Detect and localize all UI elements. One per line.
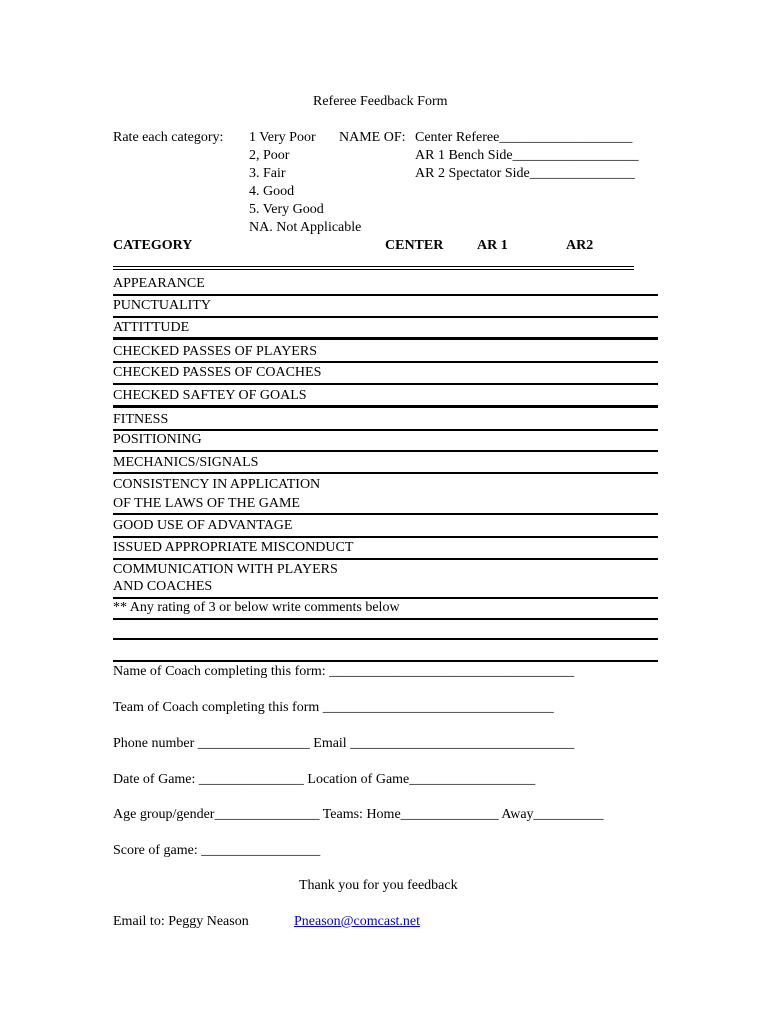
category-label: CHECKED PASSES OF PLAYERS xyxy=(113,344,317,359)
column-header-ar2: AR2 xyxy=(566,238,594,253)
category-label: GOOD USE OF ADVANTAGE xyxy=(113,518,293,533)
row-divider xyxy=(113,294,658,296)
row-divider xyxy=(113,429,658,431)
header-divider xyxy=(113,266,634,267)
category-label: CHECKED PASSES OF COACHES xyxy=(113,365,322,380)
date-location-field[interactable]: Date of Game: _______________ Location of Game__________________ xyxy=(113,772,536,787)
column-header-ar1: AR 1 xyxy=(477,238,508,253)
column-header-center: CENTER xyxy=(385,238,444,253)
row-divider xyxy=(113,361,658,363)
category-label: ISSUED APPROPRIATE MISCONDUCT xyxy=(113,540,354,555)
row-divider xyxy=(113,472,658,474)
comment-line xyxy=(113,638,658,640)
row-divider xyxy=(113,383,658,385)
rating-label: Rate each category: xyxy=(113,130,224,145)
category-label: APPEARANCE xyxy=(113,276,205,291)
comment-line xyxy=(113,660,658,662)
row-divider xyxy=(113,513,658,515)
page-title: Referee Feedback Form xyxy=(313,94,448,109)
row-divider xyxy=(113,536,658,538)
coach-team-field[interactable]: Team of Coach completing this form _________________________________ xyxy=(113,700,554,715)
ar1-bench-side-field[interactable]: AR 1 Bench Side__________________ xyxy=(415,148,639,163)
rating-option: 4. Good xyxy=(249,184,295,199)
category-label: POSITIONING xyxy=(113,432,202,447)
email-to-label: Email to: Peggy Neason xyxy=(113,914,249,929)
row-divider xyxy=(113,558,658,560)
email-link[interactable]: Pneason@comcast.net xyxy=(294,914,421,929)
column-header-category: CATEGORY xyxy=(113,238,193,253)
category-label: FITNESS xyxy=(113,412,169,427)
category-label: PUNCTUALITY xyxy=(113,298,211,313)
category-label: ATTITTUDE xyxy=(113,320,190,335)
phone-email-field[interactable]: Phone number ________________ Email ________________________________ xyxy=(113,736,575,751)
category-label: CONSISTENCY IN APPLICATION xyxy=(113,477,321,492)
ar2-spectator-side-field[interactable]: AR 2 Spectator Side_______________ xyxy=(415,166,635,181)
rating-option: 3. Fair xyxy=(249,166,286,181)
score-field[interactable]: Score of game: _________________ xyxy=(113,843,321,858)
comment-note: ** Any rating of 3 or below write comments below xyxy=(113,600,400,615)
row-divider xyxy=(113,316,658,318)
category-label: COMMUNICATION WITH PLAYERS xyxy=(113,562,338,577)
thank-you-text: Thank you for you feedback xyxy=(299,878,458,893)
row-divider xyxy=(113,450,658,452)
center-referee-field[interactable]: Center Referee___________________ xyxy=(415,130,633,145)
rating-option: 2, Poor xyxy=(249,148,290,163)
category-label: OF THE LAWS OF THE GAME xyxy=(113,496,300,511)
rating-option: 5. Very Good xyxy=(249,202,324,217)
rating-option: NA. Not Applicable xyxy=(249,220,362,235)
comment-area[interactable] xyxy=(113,620,658,660)
category-label: CHECKED SAFTEY OF GOALS xyxy=(113,388,307,403)
coach-name-field[interactable]: Name of Coach completing this form: ___________________________________ xyxy=(113,664,575,679)
age-teams-field[interactable]: Age group/gender_______________ Teams: Home______________ Away__________ xyxy=(113,807,604,822)
row-divider xyxy=(113,337,658,340)
names-label: NAME OF: xyxy=(339,130,406,145)
category-label: AND COACHES xyxy=(113,579,213,594)
header-divider xyxy=(113,269,634,270)
rating-option: 1 Very Poor xyxy=(249,130,316,145)
category-label: MECHANICS/SIGNALS xyxy=(113,455,259,470)
row-divider xyxy=(113,597,658,599)
row-divider xyxy=(113,405,658,408)
